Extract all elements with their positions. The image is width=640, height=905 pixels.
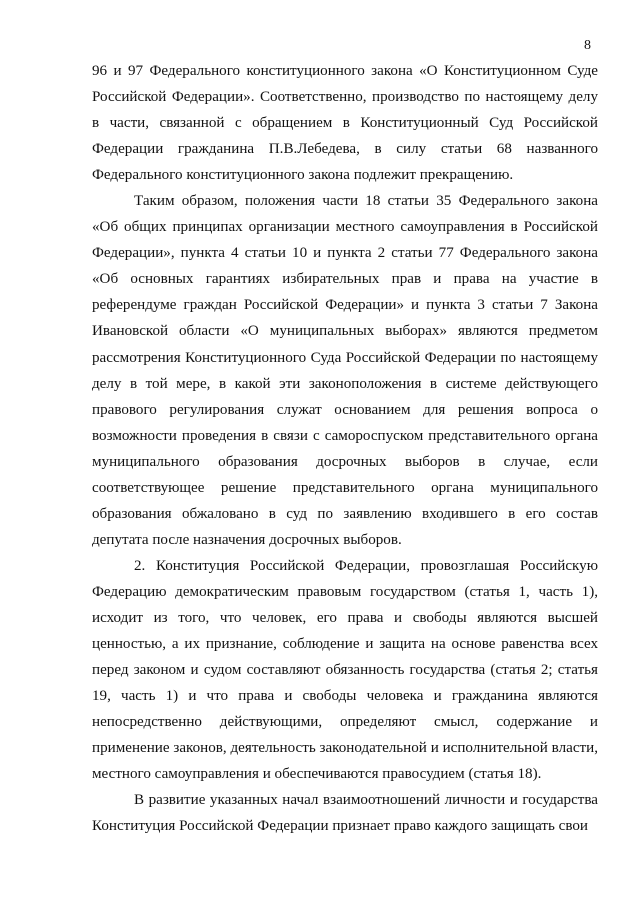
- page-number: 8: [584, 38, 591, 53]
- paragraph-continuation: 96 и 97 Федерального конституционного закона «О Конституционном Суде Российской Федерации». Соответственно, производство по настоящему делу в части, связанной с обращением в Конституционный Суд Российской Федерации гражданина П.В.Лебедева, в силу статьи 68 названного Федерального конституционного закона подлежит прекращению.: [92, 63, 598, 184]
- paragraph-subject-matter: Таким образом, положения части 18 статьи 35 Федерального закона «Об общих принципах организации местного самоуправления в Российской Федерации», пункта 4 статьи 10 и пункта 2 статьи 77 Федерального закона «Об основных гарантиях избирательных прав и права на участие в референдуме граждан Российской Федерации» и пункта 3 статьи 7 Закона Ивановской области «О муниципальных выборах» являются предметом рассмотрения Конституционного Суда Российской Федерации по настоящему делу в той мере, в какой эти законоположения в системе действующего правового регулирования служат основанием для решения вопроса о возможности проведения в связи с самороспуском представительного органа муниципального образования досрочных выборов в случае, если соответствующее решение представительного органа муниципального образования обжаловано в суд по заявлению входившего в его состав депутата после назначения досрочных выборов.: [92, 193, 598, 548]
- paragraph-rights-protection: В развитие указанных начал взаимоотношений личности и государства Конституция Российской Федерации признает право каждого защищать свои: [92, 792, 598, 835]
- paragraph-constitution-principles: 2. Конституция Российской Федерации, провозглашая Российскую Федерацию демократическим правовым государством (статья 1, часть 1), исходит из того, что человек, его права и свободы являются высшей ценностью, а их признание, соблюдение и защита на основе равенства всех перед законом и судом составляют обязанность государства (статья 2; статья 19, часть 1) и что права и свободы человека и гражданина являются непосредственно действующими, определяют смысл, содержание и применение законов, деятельность законодательной и исполнительной власти, местного самоуправления и обеспечиваются правосудием (статья 18).: [92, 557, 598, 783]
- document-body: [92, 58, 598, 839]
